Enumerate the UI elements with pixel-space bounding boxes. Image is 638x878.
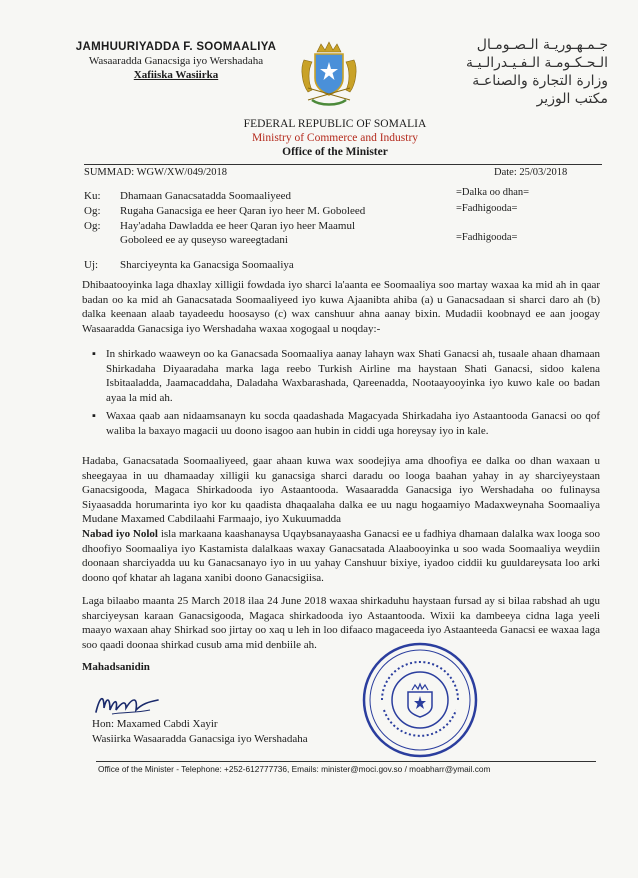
header-right-line4: مكتب الوزير xyxy=(536,91,608,107)
header-left-ministry: Wasaaradda Ganacsiga iyo Wershadaha xyxy=(88,55,264,67)
paragraph-main-continued: isla markaana kaashanaysa Uqaybsanayaasha Ganacsi ee u fadhiya dhamaan dalalka wax looga soo dhoofiyo Soomaaliya iyo Kastamista dalalkaas waxay Ganacsatada Alaabooyinka u soo wada Soomaaliya weydiin doonaan sharciyadda uu ku Ganacsanayo iyo in uu yahay Canshuur bixiye, iyadoo ciddii ku guuldareysata loo arki doono qof khatar ah lagana xanibi doono Ganacsigiisa. xyxy=(82,527,601,584)
ministry-round-stamp-icon xyxy=(360,640,480,760)
addressee-location: =Fadhigooda= xyxy=(456,203,518,214)
addressee-text: Dhamaan Ganacsatadda Soomaaliyeed xyxy=(120,190,292,202)
paragraph-main-bold: Nabad iyo Nolol xyxy=(82,527,158,540)
paragraph-deadline: Laga bilaabo maanta 25 March 2018 ilaa 24 June 2018 waxaa shirkaduhu haystaan fursad ay si bilaa rabshad ah ugu sharciyeysan karaan Ganacsigooda, Magaca shirkadooda iyo Astaantooda. Wixii ka dambeeya cidna laga yeeli maayo waxaan ahay Shirkad soo jirtay oo xaq u leh in loo difaaco magaceeda iyo Astaanteeda Ganacsi ee waxaa laga soo qaadi doonaa shirkad cusub ama mid denbiile ah. xyxy=(82,595,600,651)
paragraph-main xyxy=(82,454,600,585)
bullet-text: In shirkado waaweyn oo ka Ganacsada Soomaaliya aanay lahayn wax Shati Ganacsi ah, tusaale ahaan dhamaan Shirkadaha Diyaaradaha marka laga reebo Turkish Airline ma haystaan Shati Ganacsi, sidoo kalena Isbitaaladda, Jaamacaddaha, Daladaha Waxbarashada, Qareenadda, Nootaayooyinka iyo kuwo kale oo badan ayaa la mid ah. xyxy=(106,348,600,404)
bullet-item xyxy=(92,409,600,438)
addressee-text-continued: Goboleed ee ay quseyso wareegtadani xyxy=(120,234,288,246)
closing-text: Mahadsanidin xyxy=(82,661,150,673)
header-right-line2: الـحـكـومـة الـفـيـدرالـيـة xyxy=(466,55,608,71)
header-right-line3: وزارة التجارة والصناعـة xyxy=(472,73,608,89)
bullet-icon: ▪ xyxy=(92,348,96,360)
addressee-label: Og: xyxy=(84,205,101,217)
bullet-item xyxy=(92,347,600,405)
addressee-location: =Fadhigooda= xyxy=(456,232,518,243)
subject-text: Sharciyeynta ka Ganacsiga Soomaaliya xyxy=(120,259,294,271)
header-center-ministry: Ministry of Commerce and Industry xyxy=(251,132,419,144)
somalia-coat-of-arms-icon xyxy=(298,40,360,110)
header-center-office: Office of the Minister xyxy=(282,146,388,158)
subject-label: Uj: xyxy=(84,259,99,271)
addressee-label: Ku: xyxy=(84,190,101,202)
header-center-republic: FEDERAL REPUBLIC OF SOMALIA xyxy=(243,118,427,130)
paragraph-intro: Dhibaatooyinka laga dhaxlay xilligii fowdada iyo sharci la'aanta ee Soomaaliya soo martay waxaa ka mid ah in qaar badan oo ka mid ah Ganacsatada Soomaaliyeed iyo kuwa Ajaanibta ahiba (a) u Ganacsadaan si sharci daro ah (b) dalka keenaan alaab tayadeedu hoosayso (c) wax canshuur ahna aanay bixin. Mudadii koobnayd ee aan joogay Wasaaradda Ganacsiga iyo Wershadaha waxaa xogogaal u noqday:- xyxy=(82,279,600,335)
addressee-location: =Dalka oo dhan= xyxy=(456,187,530,198)
addressee-text: Rugaha Ganacsiga ee heer Qaran iyo heer M. Goboleed xyxy=(120,205,366,217)
bullet-icon: ▪ xyxy=(92,410,96,422)
header-center xyxy=(210,117,460,159)
letter-date: Date: 25/03/2018 xyxy=(494,167,568,178)
footer-contact: Office of the Minister - Telephone: +252-612777736, Emails: minister@moci.gov.so / moabharr@ymail.com xyxy=(98,764,491,774)
header-right-line1: جـمـهـوريـة الـصـومـال xyxy=(476,37,608,53)
header-left-republic: JAMHUURIYADDA F. SOOMAALIYA xyxy=(75,41,277,53)
header-left-office: Xafiiska Wasiirka xyxy=(133,69,219,81)
bullet-text: Waxaa qaab aan nidaamsanayn ku socda qaadashada Magacyada Shirkadaha iyo Astaantooda Ganacsi oo qof waliba la baxayo magacii uu doono isagoo aan hubin in ciddi uga horeysay iyo in kale. xyxy=(106,410,600,437)
header-right-arabic xyxy=(388,36,608,108)
header-left xyxy=(46,40,306,82)
signatory-name: Hon: Maxamed Cabdi Xayir xyxy=(92,718,218,730)
paragraph-main-text: Hadaba, Ganacsatada Soomaaliyeed, gaar ahaan kuwa wax soodejiya ama dhoofiya ee dalka oo dhan waxaan u sheegayaa in uu dhamaaday xilligii ku ganacsiga sharci daradu oo looga baahan yahay in ay sharciyeystaan Ganacsigooda, Magaca Shirkadooda iyo Astaantooda. Wasaaradda Ganacsiga iyo Wershadaha oo fulinaysa Siyaasadda horumarinta iyo kor ku qaadista dhaqaalaha dalka ee uu nagu hogaamiyo Madaxweynaha Soomaaliya Mudane Maxamed Cabdilaahi Farmaajo, iyo Xukuumadda xyxy=(82,455,600,526)
signatory-title: Wasiirka Wasaaradda Ganacsiga iyo Wershadaha xyxy=(92,733,308,745)
addressee-label: Og: xyxy=(84,220,101,232)
addressee-text: Hay'adaha Dawladda ee heer Qaran iyo heer Maamul xyxy=(120,220,356,232)
reference-number: SUMMAD: WGW/XW/049/2018 xyxy=(84,167,228,178)
header-divider xyxy=(84,164,602,165)
footer-divider xyxy=(96,761,596,762)
handwritten-signature-icon xyxy=(92,688,162,718)
